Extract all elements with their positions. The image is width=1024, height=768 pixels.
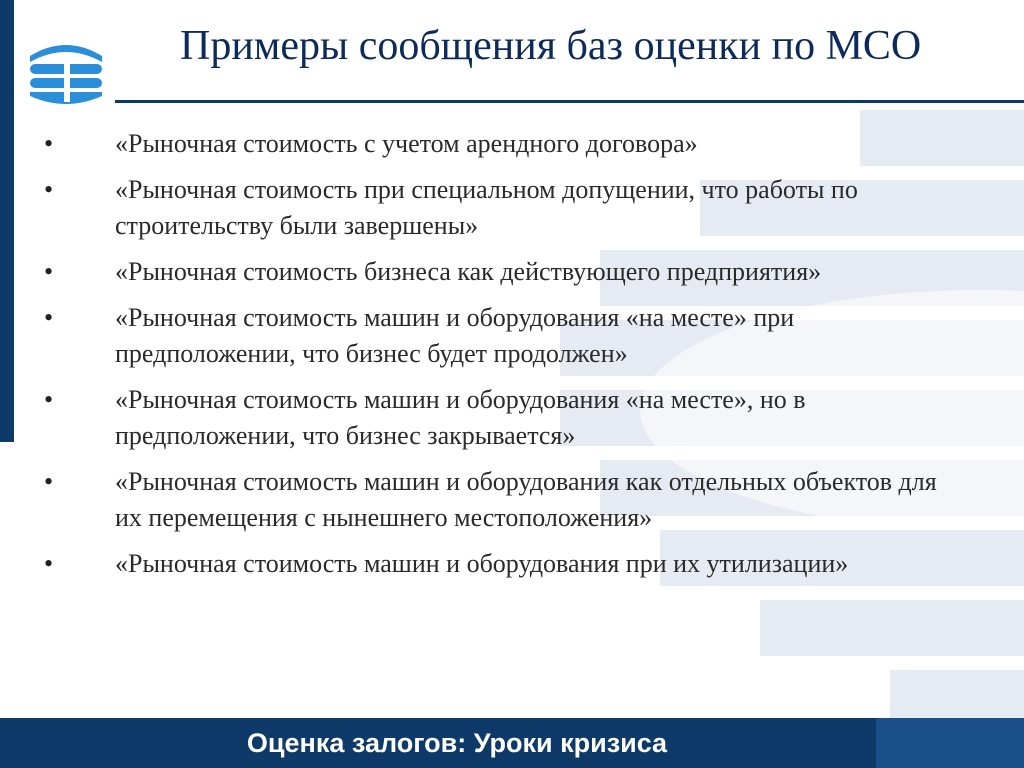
bullet-marker: •	[44, 467, 54, 496]
title-divider	[115, 100, 1024, 103]
bullet-text: «Рыночная стоимость машин и оборудования при их утилизации»	[115, 549, 849, 578]
bullet-marker: •	[44, 257, 54, 286]
list-item	[0, 464, 1000, 536]
bullet-marker: •	[44, 129, 54, 158]
bullet-text: «Рыночная стоимость машин и оборудования как отдельных объектов для их перемещения с нынешнего местоположения»	[115, 467, 937, 532]
list-item	[0, 546, 1000, 582]
bullet-text: «Рыночная стоимость бизнеса как действующего предприятия»	[115, 257, 822, 286]
bullet-marker: •	[44, 175, 54, 204]
bullet-marker: •	[44, 303, 54, 332]
bullet-marker: •	[44, 385, 54, 414]
footer-title: Оценка залогов: Уроки кризиса	[246, 728, 668, 758]
bullet-marker: •	[44, 549, 54, 578]
bullet-text: «Рыночная стоимость при специальном допущении, что работы по строительству были завершены»	[115, 175, 858, 240]
bullet-text: «Рыночная стоимость машин и оборудования «на месте», но в предположении, что бизнес закрывается»	[115, 385, 806, 450]
slide-title: Примеры сообщения баз оценки по МСО	[180, 23, 922, 69]
stacked-discs-logo-icon	[24, 38, 108, 108]
list-item	[0, 382, 1000, 454]
bullet-list	[0, 126, 1000, 592]
list-item	[0, 172, 1000, 244]
bullet-text: «Рыночная стоимость машин и оборудования «на месте» при предположении, что бизнес будет продолжен»	[115, 303, 795, 368]
list-item	[0, 126, 1000, 162]
list-item	[0, 254, 1000, 290]
list-item	[0, 300, 1000, 372]
bullet-text: «Рыночная стоимость с учетом арендного договора»	[115, 129, 698, 158]
